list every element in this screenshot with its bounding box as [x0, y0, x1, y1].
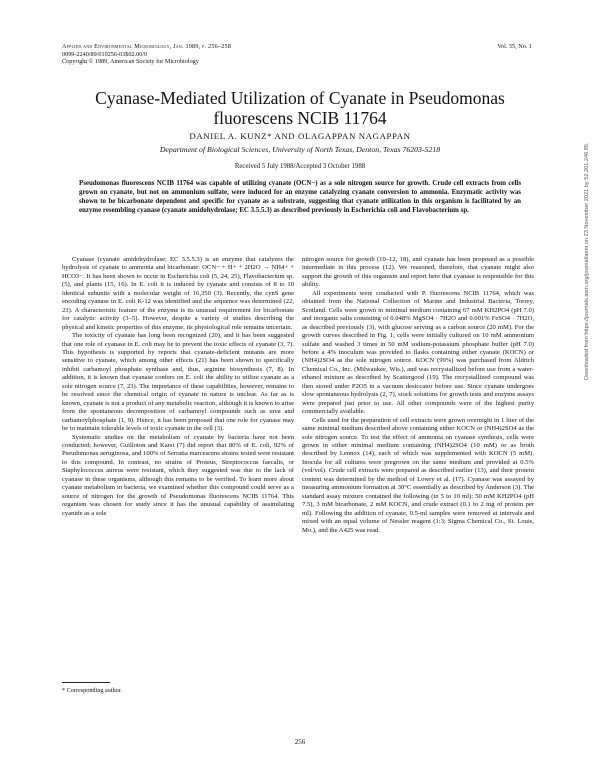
title-line-2: fluorescens NCIB 11764 [213, 108, 387, 128]
title-line-1: Cyanase-Mediated Utilization of Cyanate in Pseudomonas [95, 88, 505, 108]
journal-citation: Applied and Environmental Microbiology, Jan. 1989, p. 256–258 [62, 43, 232, 50]
body-column-right [302, 256, 534, 535]
footnote: * Corresponding author. [62, 687, 122, 694]
paragraph: nitrogen source for growth (10–12, 18), and cyanate has been proposed as a possible intermediate in this process (12). We reasoned, therefore, that cyanate might also support the growth of this organism and report here that cyanase is responsible for this ability. [302, 256, 534, 289]
page-number: 256 [294, 738, 306, 746]
received-dates: Received 5 July 1988/Accepted 3 October 1988 [234, 163, 366, 170]
abstract: Pseudomonas fluorescens NCIB 11764 was capable of utilizing cyanate (OCN−) as a sole nitrogen source for growth. Crude cell extracts from cells grown on cyanate, but not on ammonium sulfate, were induced for an enzyme catalyzing cyanate conversion to ammonia. Enzymatic activity was shown to be bicarbonate dependent and specific for cyanate as a substrate, suggesting that cyanate utilization in this organism is facilitated by an enzyme resembling cyanase (cyanate amidohydrolase; EC 3.5.5.3) as described previously in Escherichia coli and Flavobacterium sp. [79, 180, 521, 214]
running-header [62, 43, 532, 66]
issn-line: 0099-2240/89/010256-03$02.00/0 [62, 50, 148, 58]
body-column-left [62, 256, 294, 518]
authors: DANIEL A. KUNZ* AND OLAGAPPAN NAGAPPAN [189, 131, 411, 141]
affiliation: Department of Biological Sciences, University of North Texas, Denton, Texas 76203-5218 [159, 145, 441, 154]
volume-label: Vol. 55, No. 1 [497, 43, 532, 50]
paragraph: All experiments were conducted with P. fluorescens NCIB 11764, which was obtained from the National Collection of Marine and Industrial Bacteria, Torrey, Scotland. Cells were grown in minimal medium containing 67 mM KH2PO4 (pH 7.0) and inorganic salts consisting of 0.048% MgSO4 · 7H2O and 0.001% FeSO4 · 7H2O, as described previously (3), with glucose serving as a carbon source (20 mM). For the growth curves described in Fig. 1, cells were initially cultured on 10 mM ammonium sulfate and washed 3 times in 50 mM sodium-potassium phosphate buffer (pH 7.0) before a 4% inoculum was provided to flasks containing either cyanate (KOCN) or (NH4)2SO4 as the sole nitrogen source. KOCN (99%) was purchased from Aldrich Chemical Co., Inc. (Milwaukee, Wis.), and was recrystallized before use from a water-ethanol mixture as described by Scattergood (19). The recrystallized compound was then stored under P2O5 in a vacuum desiccator before use. Since cyanate undergoes slow spontaneous hydrolysis (2, 7), stock solutions for growth tests and enzyme assays were prepared just prior to use. All other compounds were of the highest purity commercially available. [302, 289, 534, 416]
download-watermark-text: Downloaded from https://journals.asm.org/journal/aem on 23 November 2021 by 52.201.246.85. [584, 142, 590, 380]
paragraph: Cells used for the preparation of cell extracts were grown overnight in 1 liter of the same minimal medium described above containing either KOCN or (NH4)2SO4 as the sole nitrogen source. To test the effect of ammonia on cyanase synthesis, cells were grown in either minimal medium containing (NH4)2SO4 (10 mM) or as broth described by Lennox (14), each of which was supplemented with KOCN (5 mM). Inocula for all cultures were pregrown on the same medium and provided at 0.5% (vol/vol). Crude cell extracts were prepared as described earlier (13), and their protein content was determined by the method of Lowry et al. (17). Cyanase was assayed by measuring ammonium formation at 30°C essentially as described by Anderson (3). The standard assay mixture contained the following (in 5 to 10 ml): 50 mM KH2PO4 (pH 7.5), 3 mM bicarbonate, 2 mM KOCN, and crude extract (0.1 to 2 mg of protein per ml). Following the addition of cyanate, 0.5-ml samples were removed at intervals and mixed with an equal volume of Nessler reagent (1:3; Sigma Chemical Co., St. Louis, Mo.), and the A425 was read. [302, 416, 534, 534]
paragraph: The toxicity of cyanate has long been recognized (20), and it has been suggested that one role of cyanase in E. coli may be to prevent the toxic effects of cyanate (3, 7). This hypothesis is supported by reports that cyanate-deficient mutants are more sensitive to cyanate, which among other effects (21) has been shown to specifically inhibit carbamoyl phosphate synthase and, thus, arginine biosynthesis (7, 8). In addition, it is known that cyanase confers on E. coli the ability to utilize cyanate as a sole nitrogen source (7, 23). The importance of these capabilities, however, remains to be resolved since the chemical origin of cyanate in nature is unclear. As far as is known, cyanate is not a product of any metabolic reaction, although it is known to arise from the spontaneous decomposition of carbamoyl compounds such as urea and carbamoylphosphate (1, 9). Hence, it has been proposed that one role for cyanase may be to maintain tolerable levels of toxic cyanate in the cell (3). [62, 332, 294, 433]
article-title [40, 88, 560, 128]
footnote-divider [62, 682, 110, 683]
paragraph: Cyanase (cyanate amidohydrolase; EC 3.5.5.3) is an enzyme that catalyzes the hydrolysis of cyanate to ammonia and bicarbonate: OCN− + H+ + 2H2O → NH4+ + HCO3−. It has been shown to occur in Escherichia coli (5, 24, 25), Flavobacterium sp. (5), and plants (15, 16). In E. coli it is induced by cyanate and consists of 8 to 10 identical subunits with a molecular weight of 16,350 (3). Recently, the cynS gene encoding cyanase in E. coli K-12 was identified and the sequence was determined (22, 23). A characteristic feature of the enzyme is its unusual requirement for bicarbonate for catalytic activity (3–5). However, despite a variety of studies describing the physical and kinetic properties of this enzyme, its physiological role remains uncertain. [62, 256, 294, 331]
paragraph: Systematic studies on the metabolism of cyanate by bacteria have not been conducted; however, Guilloton and Karst (7) did report that 80% of E. coli, 92% of Pseudomonas aeruginosa, and 100% of Serratia marcescens strains tested were resistant to this compound. In contrast, no strains of Proteus, Streptococcus faecalis, or Staphylococcus aureus were resistant, which they suggested was due to the lack of cyanase in these organisms, although this remains to be verified. To learn more about cyanate metabolism in bacteria, we examined whether this compound could serve as a source of nitrogen for the growth of Pseudomonas fluorescens NCIB 11764. This organism was chosen for study since it has the unusual capability of assimilating cyanide as a sole [62, 433, 294, 517]
copyright-line: Copyright © 1989, American Society for Microbiology [62, 58, 199, 66]
